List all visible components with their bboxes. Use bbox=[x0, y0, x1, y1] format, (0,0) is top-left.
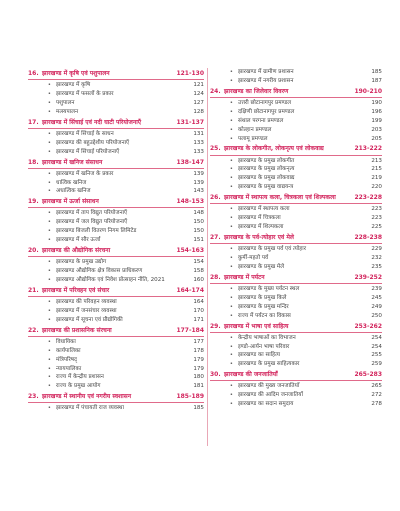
toc-entry bbox=[28, 108, 204, 117]
entry-title: झारखण्ड में ताप विद्युत परियोजनाएँ bbox=[56, 210, 128, 217]
toc-entry bbox=[28, 373, 204, 382]
chapter-heading bbox=[28, 68, 204, 80]
bullet-icon: • bbox=[229, 108, 233, 115]
toc-entry bbox=[210, 285, 382, 294]
bullet-icon: • bbox=[47, 259, 51, 266]
toc-entry bbox=[28, 218, 204, 227]
entry-title: विधायिका bbox=[56, 338, 76, 345]
toc-entry bbox=[28, 227, 204, 236]
entry-title: कार्यपालिका bbox=[56, 347, 81, 354]
bullet-icon: • bbox=[229, 99, 233, 106]
bullet-icon: • bbox=[47, 82, 51, 89]
chapter-title: झारखण्ड का जिलेवार विवरण bbox=[224, 87, 289, 95]
bullet-icon: • bbox=[229, 126, 233, 133]
entry-page-number: 160 bbox=[193, 276, 204, 283]
chapter-heading bbox=[28, 285, 204, 297]
chapter-number: 26. bbox=[210, 194, 221, 202]
bullet-icon: • bbox=[229, 361, 233, 368]
chapter-title: झारखण्ड की जनजातियाँ bbox=[224, 371, 278, 379]
entry-page-number: 259 bbox=[371, 361, 382, 368]
entry-page-number: 249 bbox=[371, 303, 382, 310]
chapter-page-range: 121-130 bbox=[176, 70, 204, 77]
toc-entry bbox=[28, 258, 204, 267]
toc-entry bbox=[210, 391, 382, 400]
chapter-heading bbox=[28, 157, 204, 169]
toc-entry bbox=[210, 99, 382, 108]
toc-entry bbox=[210, 108, 382, 117]
chapter-title: झारखण्ड में स्थापत्य कला, चित्रकला एवं शिल्पकला bbox=[224, 194, 336, 202]
entry-page-number: 254 bbox=[371, 334, 382, 341]
bullet-icon: • bbox=[47, 298, 51, 305]
contents-right-column bbox=[210, 68, 382, 409]
bullet-icon: • bbox=[47, 237, 51, 244]
toc-entry bbox=[210, 157, 382, 166]
bullet-icon: • bbox=[47, 188, 51, 195]
toc-entry bbox=[28, 236, 204, 245]
bullet-icon: • bbox=[47, 91, 51, 97]
chapter-page-range: 190-210 bbox=[354, 87, 382, 95]
entry-page-number: 150 bbox=[193, 219, 204, 226]
entry-title: केन्द्रीय भाषाओं का विभाजन bbox=[238, 334, 296, 341]
chapter-number: 16. bbox=[28, 70, 39, 77]
entry-page-number: 121 bbox=[193, 82, 204, 89]
bullet-icon: • bbox=[229, 254, 233, 261]
bullet-icon: • bbox=[229, 294, 233, 301]
entry-page-number: 205 bbox=[371, 135, 382, 142]
entry-title: झारखण्ड के प्रमुख साहित्यकार bbox=[238, 361, 300, 368]
entry-title: झारखण्ड के प्रमुख वाद्ययन्त्र bbox=[238, 184, 294, 191]
entry-title: राज्य में पर्यटन का विकास bbox=[238, 312, 291, 319]
bullet-icon: • bbox=[229, 157, 233, 164]
entry-page-number: 148 bbox=[193, 210, 204, 217]
bullet-icon: • bbox=[229, 246, 233, 253]
entry-title: झारखण्ड में स्थापत्य कला bbox=[238, 206, 290, 213]
entry-page-number: 272 bbox=[371, 392, 382, 399]
chapter-number: 28. bbox=[210, 273, 221, 281]
toc-entry bbox=[28, 298, 204, 307]
entry-page-number: 180 bbox=[193, 374, 204, 381]
chapter-number: 25. bbox=[210, 145, 221, 153]
chapter-page-range: 154-163 bbox=[176, 247, 204, 255]
entry-title: झारखण्ड में चित्रकला bbox=[238, 215, 281, 222]
bullet-icon: • bbox=[47, 374, 51, 381]
entry-page-number: 232 bbox=[371, 254, 382, 261]
entry-page-number: 133 bbox=[193, 148, 204, 155]
entry-title: अधात्विक खनिज bbox=[56, 188, 91, 195]
entry-page-number: 127 bbox=[193, 99, 204, 106]
toc-entry bbox=[210, 294, 382, 303]
chapter-page-range: 138-147 bbox=[176, 158, 204, 166]
entry-title: झारखण्ड की परिवहन व्यवस्था bbox=[56, 298, 117, 305]
entry-page-number: 229 bbox=[371, 246, 382, 253]
bullet-icon: • bbox=[229, 312, 233, 319]
entry-page-number: 143 bbox=[193, 188, 204, 195]
entry-page-number: 151 bbox=[193, 237, 204, 244]
entry-page-number: 196 bbox=[371, 108, 382, 115]
entry-page-number: 220 bbox=[371, 184, 382, 191]
entry-title: न्यायपालिका bbox=[56, 365, 82, 372]
bullet-icon: • bbox=[47, 383, 51, 390]
toc-entry bbox=[210, 68, 382, 77]
entry-title: झारखण्ड की आदिम जनजातियाँ bbox=[238, 392, 303, 399]
entry-page-number: 213 bbox=[371, 157, 382, 164]
entry-title: झारखण्ड का साहित्य bbox=[238, 352, 281, 359]
entry-title: झारखण्ड के प्रमुख मेले bbox=[238, 263, 285, 270]
toc-entry bbox=[210, 351, 382, 360]
chapter-page-range: 228-238 bbox=[354, 233, 382, 241]
entry-page-number: 133 bbox=[193, 139, 204, 146]
entry-page-number: 199 bbox=[371, 117, 382, 124]
entry-page-number: 181 bbox=[193, 383, 204, 390]
entry-title: उत्तरी छोटानागपुर प्रमण्डल bbox=[238, 99, 291, 106]
chapter-heading bbox=[28, 325, 204, 337]
bullet-icon: • bbox=[229, 263, 233, 270]
entry-title: पशुपालन bbox=[56, 99, 75, 106]
entry-page-number: 158 bbox=[193, 268, 204, 275]
entry-page-number: 139 bbox=[193, 170, 204, 177]
chapter-title: झारखण्ड में ऊर्जा संसाधन bbox=[42, 198, 99, 206]
bullet-icon: • bbox=[47, 219, 51, 226]
entry-title: झारखण्ड के प्रमुख उद्योग bbox=[56, 259, 107, 266]
entry-title: राज्य में केन्द्रीय प्रशासन bbox=[56, 374, 104, 381]
bullet-icon: • bbox=[229, 334, 233, 341]
entry-page-number: 239 bbox=[371, 285, 382, 292]
toc-entry bbox=[28, 90, 204, 99]
entry-title: झारखण्ड में शिल्पकला bbox=[238, 224, 284, 231]
chapter-heading bbox=[210, 369, 382, 381]
chapter-heading bbox=[210, 143, 382, 155]
toc-entry bbox=[210, 343, 382, 352]
chapter-page-range: 164-174 bbox=[176, 286, 204, 294]
entry-title: झारखण्ड की बहुउद्देशीय परियोजनाएँ bbox=[56, 139, 130, 146]
entry-page-number: 185 bbox=[371, 69, 382, 75]
chapter-page-range: 223-228 bbox=[354, 194, 382, 202]
entry-title: झारखण्ड में सिंचाई परियोजनाएँ bbox=[56, 148, 120, 155]
toc-entry bbox=[210, 117, 382, 126]
bullet-icon: • bbox=[47, 316, 51, 323]
toc-entry bbox=[210, 254, 382, 263]
chapter-page-range: 131-137 bbox=[176, 118, 204, 126]
toc-entry bbox=[210, 303, 382, 312]
bullet-icon: • bbox=[47, 139, 51, 146]
chapter-title: झारखण्ड के लोकगीत, लोकनृत्य एवं लोकवाद्य bbox=[224, 145, 324, 153]
chapter-number: 27. bbox=[210, 233, 221, 241]
entry-title: राज्य के प्रमुख आयोग bbox=[56, 383, 101, 390]
chapter-page-range: 213-222 bbox=[354, 145, 382, 153]
chapter-number: 22. bbox=[28, 326, 39, 334]
entry-title: झारखण्ड का सदान समुदाय bbox=[238, 401, 294, 408]
bullet-icon: • bbox=[47, 99, 51, 106]
chapter-title: झारखण्ड के पर्व-त्योहार एवं मेले bbox=[224, 233, 294, 241]
toc-entry bbox=[210, 205, 382, 214]
chapter-page-range: 253-262 bbox=[354, 322, 382, 330]
toc-entry bbox=[28, 139, 204, 148]
entry-page-number: 164 bbox=[193, 298, 204, 305]
bullet-icon: • bbox=[47, 108, 51, 115]
bullet-icon: • bbox=[47, 356, 51, 363]
entry-title: झारखण्ड बिजली वितरण निगम लिमिटेड bbox=[56, 228, 137, 235]
chapter-heading bbox=[28, 391, 204, 403]
toc-entry bbox=[28, 209, 204, 218]
chapter-heading bbox=[28, 117, 204, 129]
bullet-icon: • bbox=[229, 401, 233, 408]
toc-entry bbox=[28, 316, 204, 325]
toc-entry bbox=[210, 183, 382, 192]
toc-entry bbox=[210, 77, 382, 86]
chapter-title: झारखण्ड में खनिज संसाधन bbox=[42, 158, 103, 166]
entry-title: पलामू प्रमण्डल bbox=[238, 135, 268, 142]
chapter-number: 18. bbox=[28, 158, 39, 166]
entry-title: झारखण्ड में सूचना एवं प्रौद्योगिकी bbox=[56, 316, 123, 323]
entry-title: धात्विक खनिज bbox=[56, 179, 87, 186]
toc-entry bbox=[210, 165, 382, 174]
entry-title: संथाल परगना प्रमण्डल bbox=[238, 117, 284, 124]
entry-title: कुर्मी-महतो पर्व bbox=[238, 254, 269, 261]
bullet-icon: • bbox=[229, 184, 233, 191]
chapter-number: 19. bbox=[28, 198, 39, 206]
entry-page-number: 178 bbox=[193, 347, 204, 354]
entry-title: दक्षिणी छोटानागपुर प्रमण्डल bbox=[238, 108, 295, 115]
entry-page-number: 179 bbox=[193, 365, 204, 372]
toc-entry bbox=[28, 99, 204, 108]
bullet-icon: • bbox=[47, 170, 51, 177]
entry-title: झारखण्ड में जनसंचार व्यवस्था bbox=[56, 307, 117, 314]
entry-title: झारखण्ड औद्योगिक एवं निवेश प्रोत्साहन नीति, 2021 bbox=[56, 276, 165, 283]
toc-entry bbox=[210, 245, 382, 254]
bullet-icon: • bbox=[229, 392, 233, 399]
chapter-heading bbox=[210, 321, 382, 333]
chapter-page-range: 177-184 bbox=[176, 326, 204, 334]
entry-page-number: 154 bbox=[193, 259, 204, 266]
entry-title: झारखण्ड में सौर ऊर्जा bbox=[56, 237, 101, 244]
contents-left-column bbox=[28, 68, 204, 413]
entry-page-number: 171 bbox=[193, 316, 204, 323]
entry-title: झारखण्ड के प्रमुख लोकवाद्य bbox=[238, 175, 295, 182]
entry-title: झारखण्ड के प्रमुख लोकनृत्य bbox=[238, 166, 295, 173]
chapter-number: 23. bbox=[28, 393, 39, 401]
bullet-icon: • bbox=[229, 352, 233, 359]
toc-entry bbox=[28, 356, 204, 365]
toc-entry bbox=[28, 130, 204, 139]
bullet-icon: • bbox=[47, 268, 51, 275]
entry-title: झारखण्ड में कृषि bbox=[56, 82, 91, 89]
toc-entry bbox=[210, 174, 382, 183]
chapter-number: 24. bbox=[210, 87, 221, 95]
entry-title: झारखण्ड में खनिज के प्रकार bbox=[56, 170, 114, 177]
chapter-page-range: 239-252 bbox=[354, 273, 382, 281]
entry-page-number: 255 bbox=[371, 352, 382, 359]
entry-title: झारखण्ड में पंचायती राज व्यवस्था bbox=[56, 405, 124, 412]
bullet-icon: • bbox=[229, 383, 233, 390]
entry-page-number: 187 bbox=[371, 77, 382, 84]
toc-entry bbox=[28, 179, 204, 188]
entry-page-number: 215 bbox=[371, 166, 382, 173]
chapter-number: 21. bbox=[28, 286, 39, 294]
entry-page-number: 223 bbox=[371, 215, 382, 222]
chapter-number: 17. bbox=[28, 118, 39, 126]
chapter-title: झारखण्ड में स्थानीय एवं नगरीय स्वशासन bbox=[42, 393, 132, 401]
entry-page-number: 185 bbox=[193, 405, 204, 412]
toc-entry bbox=[28, 81, 204, 90]
toc-entry bbox=[28, 382, 204, 391]
entry-title: झारखण्ड के प्रमुख लोकगीत bbox=[238, 157, 295, 164]
toc-entry bbox=[210, 223, 382, 232]
toc-entry bbox=[28, 404, 204, 413]
bullet-icon: • bbox=[47, 307, 51, 314]
chapter-number: 20. bbox=[28, 247, 39, 255]
chapter-title: झारखण्ड में भाषा एवं साहित्य bbox=[224, 322, 289, 330]
toc-entry bbox=[28, 267, 204, 276]
entry-page-number: 235 bbox=[371, 263, 382, 270]
entry-title: कोल्हान प्रमण्डल bbox=[238, 126, 272, 133]
chapter-heading bbox=[28, 196, 204, 208]
entry-title: मंत्रिपरिषद् bbox=[56, 356, 77, 363]
entry-title: झारखण्ड में फसलों के प्रकार bbox=[56, 91, 114, 97]
entry-page-number: 203 bbox=[371, 126, 382, 133]
chapter-title: झारखण्ड में सिंचाई एवं नदी घाटी परियोजनाएँ bbox=[42, 118, 142, 126]
bullet-icon: • bbox=[47, 276, 51, 283]
entry-page-number: 128 bbox=[193, 108, 204, 115]
bullet-icon: • bbox=[229, 206, 233, 213]
toc-entry bbox=[210, 135, 382, 144]
bullet-icon: • bbox=[229, 215, 233, 222]
entry-title: झारखण्ड के मुख्य पर्यटन स्थल bbox=[238, 285, 300, 292]
entry-title: झारखण्ड की मुख्य जनजातियाँ bbox=[238, 383, 300, 390]
entry-page-number: 131 bbox=[193, 130, 204, 137]
toc-entry bbox=[28, 365, 204, 374]
entry-title: इण्डो-आर्यन भाषा परिवार bbox=[238, 343, 290, 350]
entry-title: झारखण्ड के प्रमुख पर्व एवं त्योहार bbox=[238, 246, 306, 253]
toc-entry bbox=[210, 263, 382, 272]
chapter-page-range: 148-153 bbox=[176, 198, 204, 206]
bullet-icon: • bbox=[47, 179, 51, 186]
chapter-page-range: 265-283 bbox=[354, 371, 382, 379]
toc-entry bbox=[210, 334, 382, 343]
entry-page-number: 190 bbox=[371, 99, 382, 106]
toc-entry bbox=[210, 312, 382, 321]
bullet-icon: • bbox=[229, 175, 233, 182]
chapter-heading bbox=[210, 192, 382, 204]
bullet-icon: • bbox=[47, 228, 51, 235]
entry-title: झारखण्ड के प्रमुख मन्दिर bbox=[238, 303, 289, 310]
entry-page-number: 150 bbox=[193, 228, 204, 235]
toc-entry bbox=[28, 338, 204, 347]
entry-page-number: 223 bbox=[371, 206, 382, 213]
toc-entry bbox=[210, 360, 382, 369]
entry-page-number: 245 bbox=[371, 294, 382, 301]
entry-title: झारखण्ड में सिंचाई के साधन bbox=[56, 130, 114, 137]
toc-entry bbox=[28, 276, 204, 285]
entry-page-number: 177 bbox=[193, 338, 204, 345]
toc-entry bbox=[28, 307, 204, 316]
entry-title: झारखण्ड में नगरीय प्रशासन bbox=[238, 77, 294, 84]
chapter-page-range: 185-189 bbox=[176, 393, 204, 401]
entry-page-number: 179 bbox=[193, 356, 204, 363]
column-divider bbox=[207, 68, 208, 446]
bullet-icon: • bbox=[229, 285, 233, 292]
entry-title: मत्स्यपालन bbox=[56, 108, 79, 115]
entry-page-number: 265 bbox=[371, 383, 382, 390]
entry-page-number: 225 bbox=[371, 224, 382, 231]
chapter-title: झारखण्ड में पर्यटन bbox=[224, 273, 265, 281]
chapter-heading bbox=[210, 272, 382, 284]
chapter-heading bbox=[210, 232, 382, 244]
entry-page-number: 219 bbox=[371, 175, 382, 182]
bullet-icon: • bbox=[229, 135, 233, 142]
chapter-title: झारखण्ड की औद्योगिक संरचना bbox=[42, 247, 111, 255]
entry-page-number: 250 bbox=[371, 312, 382, 319]
toc-entry bbox=[210, 126, 382, 135]
entry-title: झारखण्ड में जल विद्युत परियोजनाएँ bbox=[56, 219, 128, 226]
bullet-icon: • bbox=[229, 343, 233, 350]
toc-entry bbox=[28, 347, 204, 356]
bullet-icon: • bbox=[47, 338, 51, 345]
chapter-title: झारखण्ड में परिवहन एवं संचार bbox=[42, 286, 110, 294]
entry-title: झारखण्ड में ग्रामीण प्रशासन bbox=[238, 69, 294, 75]
entry-title: झारखण्ड औद्योगिक क्षेत्र विकास प्राधिकरण bbox=[56, 268, 143, 275]
toc-entry bbox=[210, 214, 382, 223]
chapter-number: 29. bbox=[210, 322, 221, 330]
bullet-icon: • bbox=[229, 224, 233, 231]
toc-entry bbox=[28, 148, 204, 157]
toc-entry bbox=[210, 382, 382, 391]
chapter-title: झारखण्ड में कृषि एवं पशुपालन bbox=[42, 70, 110, 77]
entry-page-number: 170 bbox=[193, 307, 204, 314]
bullet-icon: • bbox=[47, 148, 51, 155]
bullet-icon: • bbox=[229, 69, 233, 75]
bullet-icon: • bbox=[47, 130, 51, 137]
toc-entry bbox=[210, 400, 382, 409]
bullet-icon: • bbox=[229, 303, 233, 310]
bullet-icon: • bbox=[229, 77, 233, 84]
chapter-number: 30. bbox=[210, 371, 221, 379]
bullet-icon: • bbox=[229, 166, 233, 173]
bullet-icon: • bbox=[47, 210, 51, 217]
bullet-icon: • bbox=[229, 117, 233, 124]
chapter-heading bbox=[28, 245, 204, 257]
entry-page-number: 139 bbox=[193, 179, 204, 186]
bullet-icon: • bbox=[47, 365, 51, 372]
toc-entry bbox=[28, 170, 204, 179]
chapter-title: झारखण्ड की प्रशासनिक संरचना bbox=[42, 326, 112, 334]
toc-entry bbox=[28, 187, 204, 196]
entry-page-number: 254 bbox=[371, 343, 382, 350]
entry-page-number: 278 bbox=[371, 401, 382, 408]
bullet-icon: • bbox=[47, 347, 51, 354]
bullet-icon: • bbox=[47, 405, 51, 412]
entry-page-number: 124 bbox=[193, 91, 204, 97]
chapter-heading bbox=[210, 86, 382, 98]
entry-title: झारखण्ड के प्रमुख किले bbox=[238, 294, 287, 301]
